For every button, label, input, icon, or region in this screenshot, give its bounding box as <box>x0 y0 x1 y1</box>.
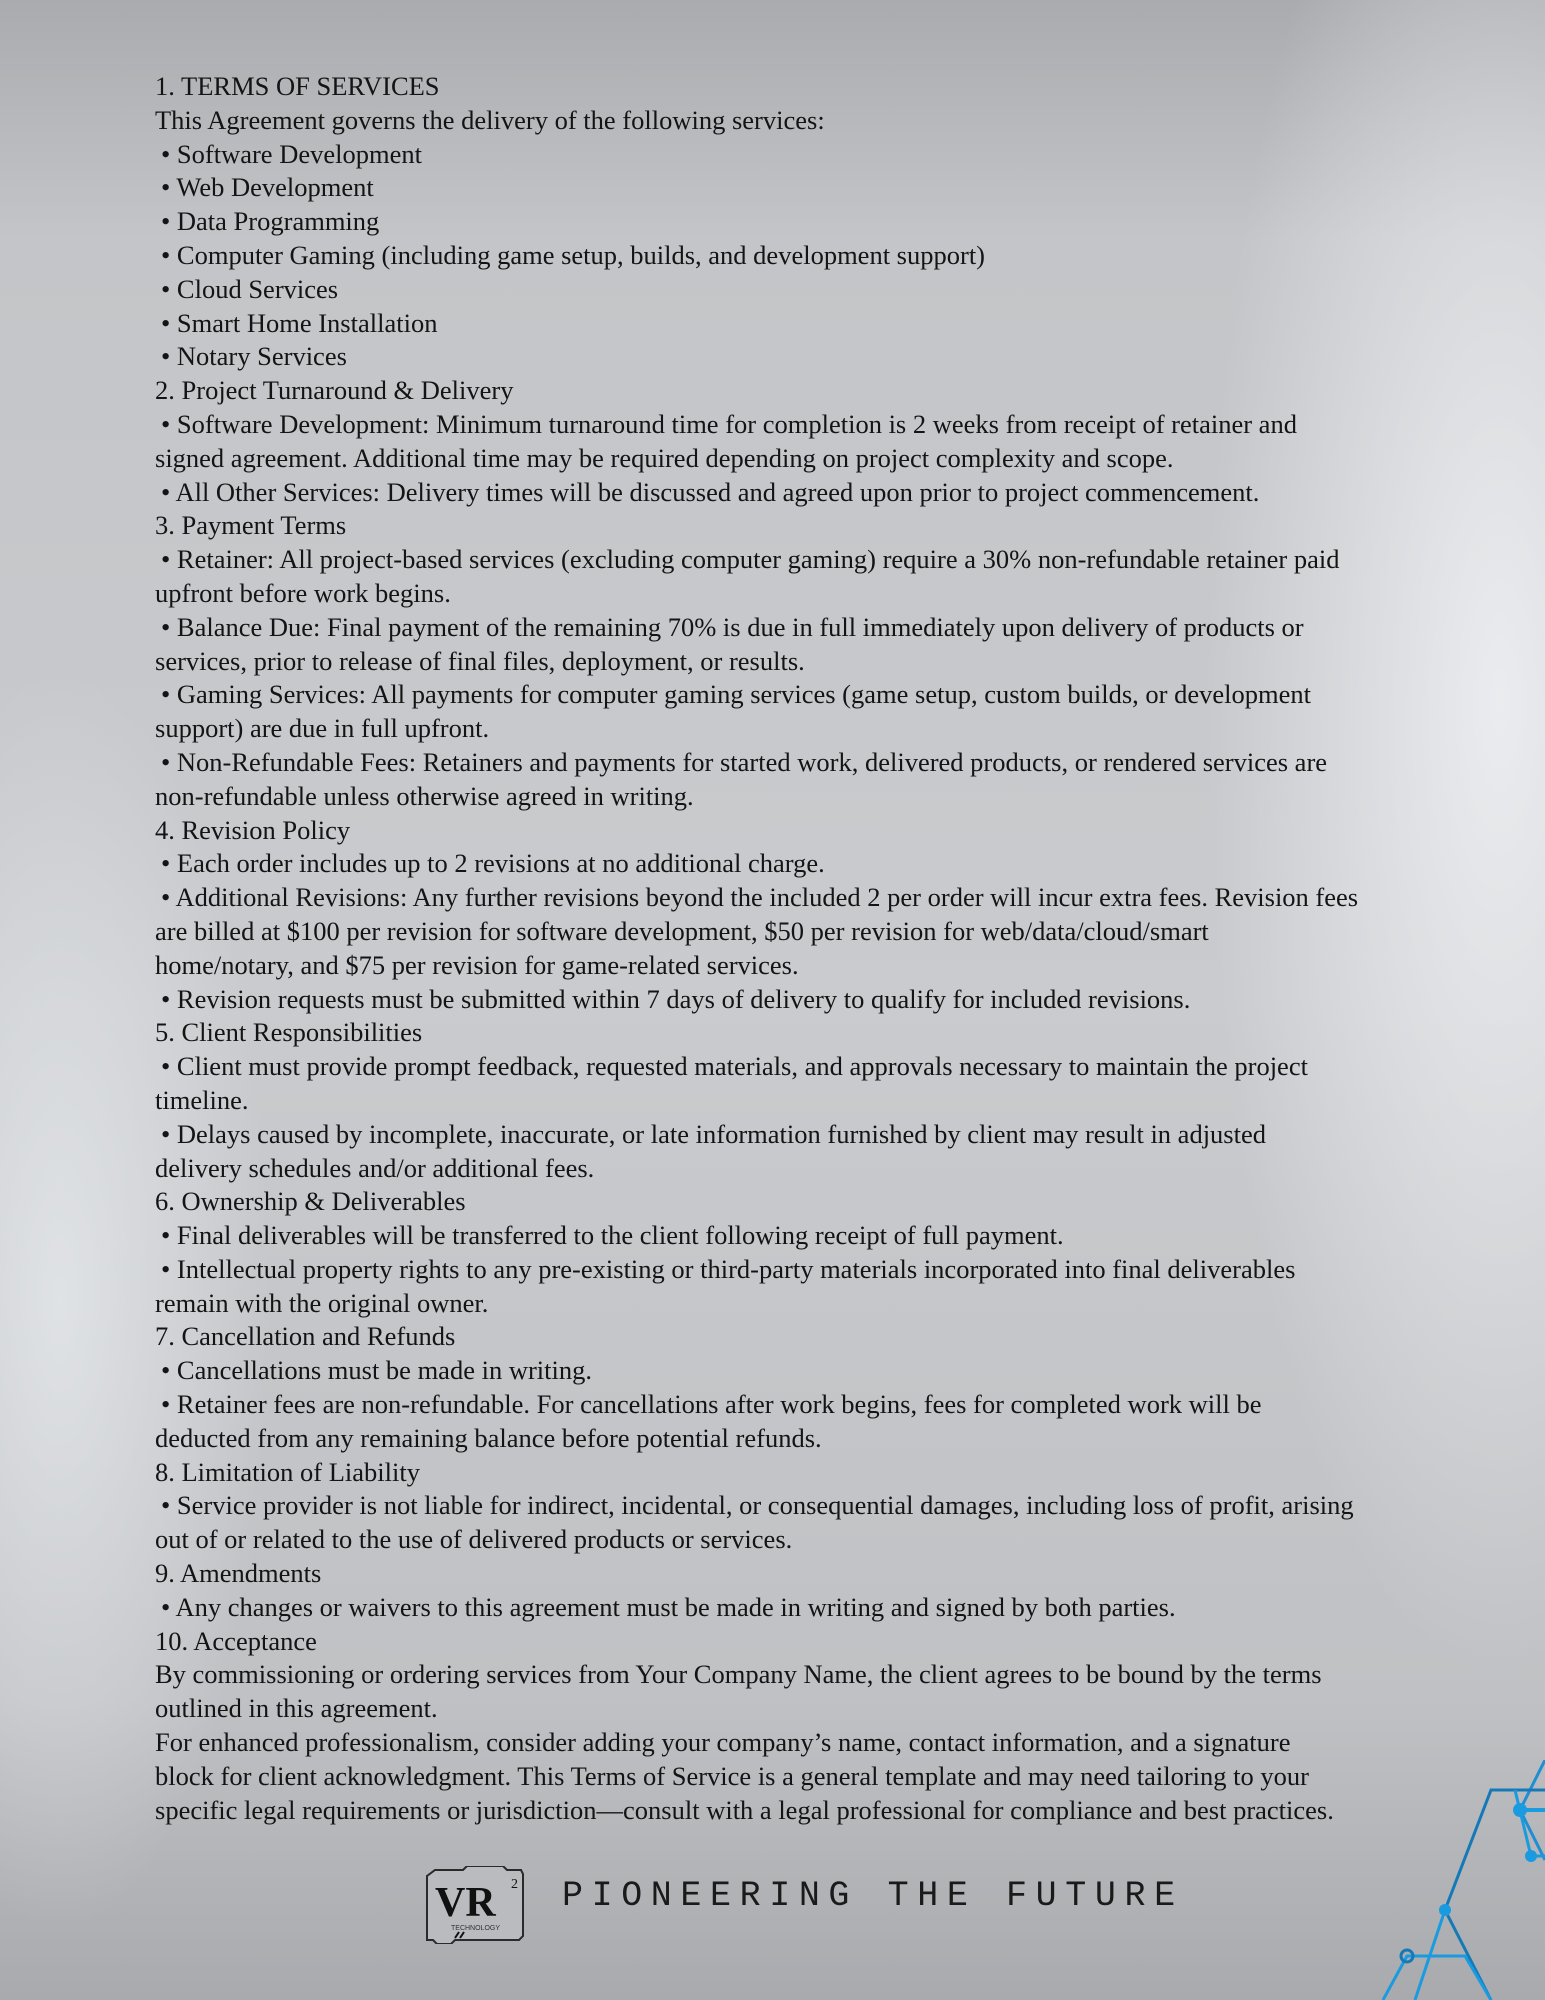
paragraph-line: support) are due in full upfront. <box>155 713 490 744</box>
paragraph-line: specific legal requirements or jurisdiction—consult with a legal professional for compliance and best practices. <box>155 1794 1334 1825</box>
bullet-item: • Intellectual property rights to any pre-existing or third-party materials incorporated into final deliverables <box>161 1253 1296 1284</box>
logo-letters: VR <box>435 1880 496 1926</box>
paragraph-line: signed agreement. Additional time may be required depending on project complexity and scope. <box>155 442 1174 473</box>
paragraph-line: This Agreement governs the delivery of the following services: <box>155 104 825 135</box>
section-heading: 4. Revision Policy <box>155 814 351 845</box>
bullet-item: • Computer Gaming (including game setup, builds, and development support) <box>161 239 986 270</box>
paragraph-line: non-refundable unless otherwise agreed in writing. <box>155 780 694 811</box>
svg-text:TECHNOLOGY: TECHNOLOGY <box>451 1925 501 1932</box>
bullet-item: • Smart Home Installation <box>161 307 438 338</box>
section-heading: 7. Cancellation and Refunds <box>155 1321 456 1352</box>
logo-text <box>525 1866 526 1867</box>
section-heading: 10. Acceptance <box>155 1625 317 1656</box>
bullet-item: • Service provider is not liable for indirect, incidental, or consequential damages, including loss of profit, arising <box>161 1490 1354 1521</box>
bullet-item: • Software Development: Minimum turnaround time for completion is 2 weeks from receipt of retainer and <box>161 408 1297 439</box>
bullet-item: • Additional Revisions: Any further revisions beyond the included 2 per order will incur extra fees. Revision fees <box>161 882 1359 913</box>
bullet-item: • Cloud Services <box>161 273 339 304</box>
section-heading: 5. Client Responsibilities <box>155 1017 423 1048</box>
vr2-technology-logo <box>425 1866 525 1944</box>
bullet-item: • All Other Services: Delivery times will be discussed and agreed upon prior to project commencement. <box>161 476 1260 507</box>
paragraph-line: remain with the original owner. <box>155 1287 489 1318</box>
paragraph-line: For enhanced professionalism, consider adding your company’s name, contact information, and a signature <box>155 1727 1291 1758</box>
section-heading: 8. Limitation of Liability <box>155 1456 420 1487</box>
paragraph-line: block for client acknowledgment. This Terms of Service is a general template and may need tailoring to your <box>155 1760 1309 1791</box>
section-heading: 1. TERMS OF SERVICES <box>155 71 440 101</box>
bullet-item: • Notary Services <box>161 341 347 372</box>
bullet-item: • Retainer fees are non-refundable. For cancellations after work begins, fees for completed work will be <box>161 1389 1262 1420</box>
bullet-item: • Data Programming <box>161 206 380 237</box>
section-heading: 9. Amendments <box>155 1558 322 1589</box>
svg-text:2: 2 <box>511 1877 518 1892</box>
bullet-item: • Retainer: All project-based services (excluding computer gaming) require a 30% non-refundable retainer paid <box>161 544 1340 575</box>
bullet-item: • Any changes or waivers to this agreement must be made in writing and signed by both parties. <box>161 1591 1176 1622</box>
paragraph-line: deducted from any remaining balance before potential refunds. <box>155 1422 822 1453</box>
bullet-item: • Each order includes up to 2 revisions at no additional charge. <box>161 848 825 879</box>
paragraph-line: By commissioning or ordering services from Your Company Name, the client agrees to be bound by the terms <box>155 1659 1322 1690</box>
bullet-item: • Delays caused by incomplete, inaccurate, or late information furnished by client may result in adjusted <box>161 1118 1266 1149</box>
bullet-item: • Client must provide prompt feedback, requested materials, and approvals necessary to maintain the project <box>161 1051 1308 1082</box>
bullet-item: • Cancellations must be made in writing. <box>161 1355 592 1386</box>
paragraph-line: delivery schedules and/or additional fees. <box>155 1152 595 1183</box>
bullet-item: • Revision requests must be submitted within 7 days of delivery to qualify for included revisions. <box>161 983 1191 1014</box>
paragraph-line: upfront before work begins. <box>155 577 451 608</box>
paragraph-line: are billed at $100 per revision for software development, $50 per revision for web/data/cloud/smart <box>155 915 1209 946</box>
paragraph-line: home/notary, and $75 per revision for game-related services. <box>155 949 799 980</box>
section-heading: 3. Payment Terms <box>155 510 347 541</box>
paragraph-line: timeline. <box>155 1084 249 1115</box>
bullet-item: • Balance Due: Final payment of the remaining 70% is due in full immediately upon delivery of products or <box>161 611 1304 642</box>
paragraph-line: outlined in this agreement. <box>155 1693 438 1724</box>
bullet-item: • Gaming Services: All payments for computer gaming services (game setup, custom builds, or development <box>161 679 1311 710</box>
paragraph-line: services, prior to release of final files, deployment, or results. <box>155 645 805 676</box>
section-heading: 6. Ownership & Deliverables <box>155 1186 466 1217</box>
footer-tagline: PIONEERING THE FUTURE <box>562 1876 1184 1916</box>
terms-of-service-document <box>155 70 1525 1827</box>
bullet-item: • Final deliverables will be transferred to the client following receipt of full payment. <box>161 1220 1064 1251</box>
bullet-item: • Web Development <box>161 172 374 203</box>
bullet-item: • Non-Refundable Fees: Retainers and payments for started work, delivered products, or rendered services are <box>161 746 1328 777</box>
bullet-item: • Software Development <box>161 138 422 169</box>
circuit-hexagon-decoration <box>1315 1760 1545 2000</box>
section-heading: 2. Project Turnaround & Delivery <box>155 375 514 406</box>
paragraph-line: out of or related to the use of delivered products or services. <box>155 1524 793 1555</box>
